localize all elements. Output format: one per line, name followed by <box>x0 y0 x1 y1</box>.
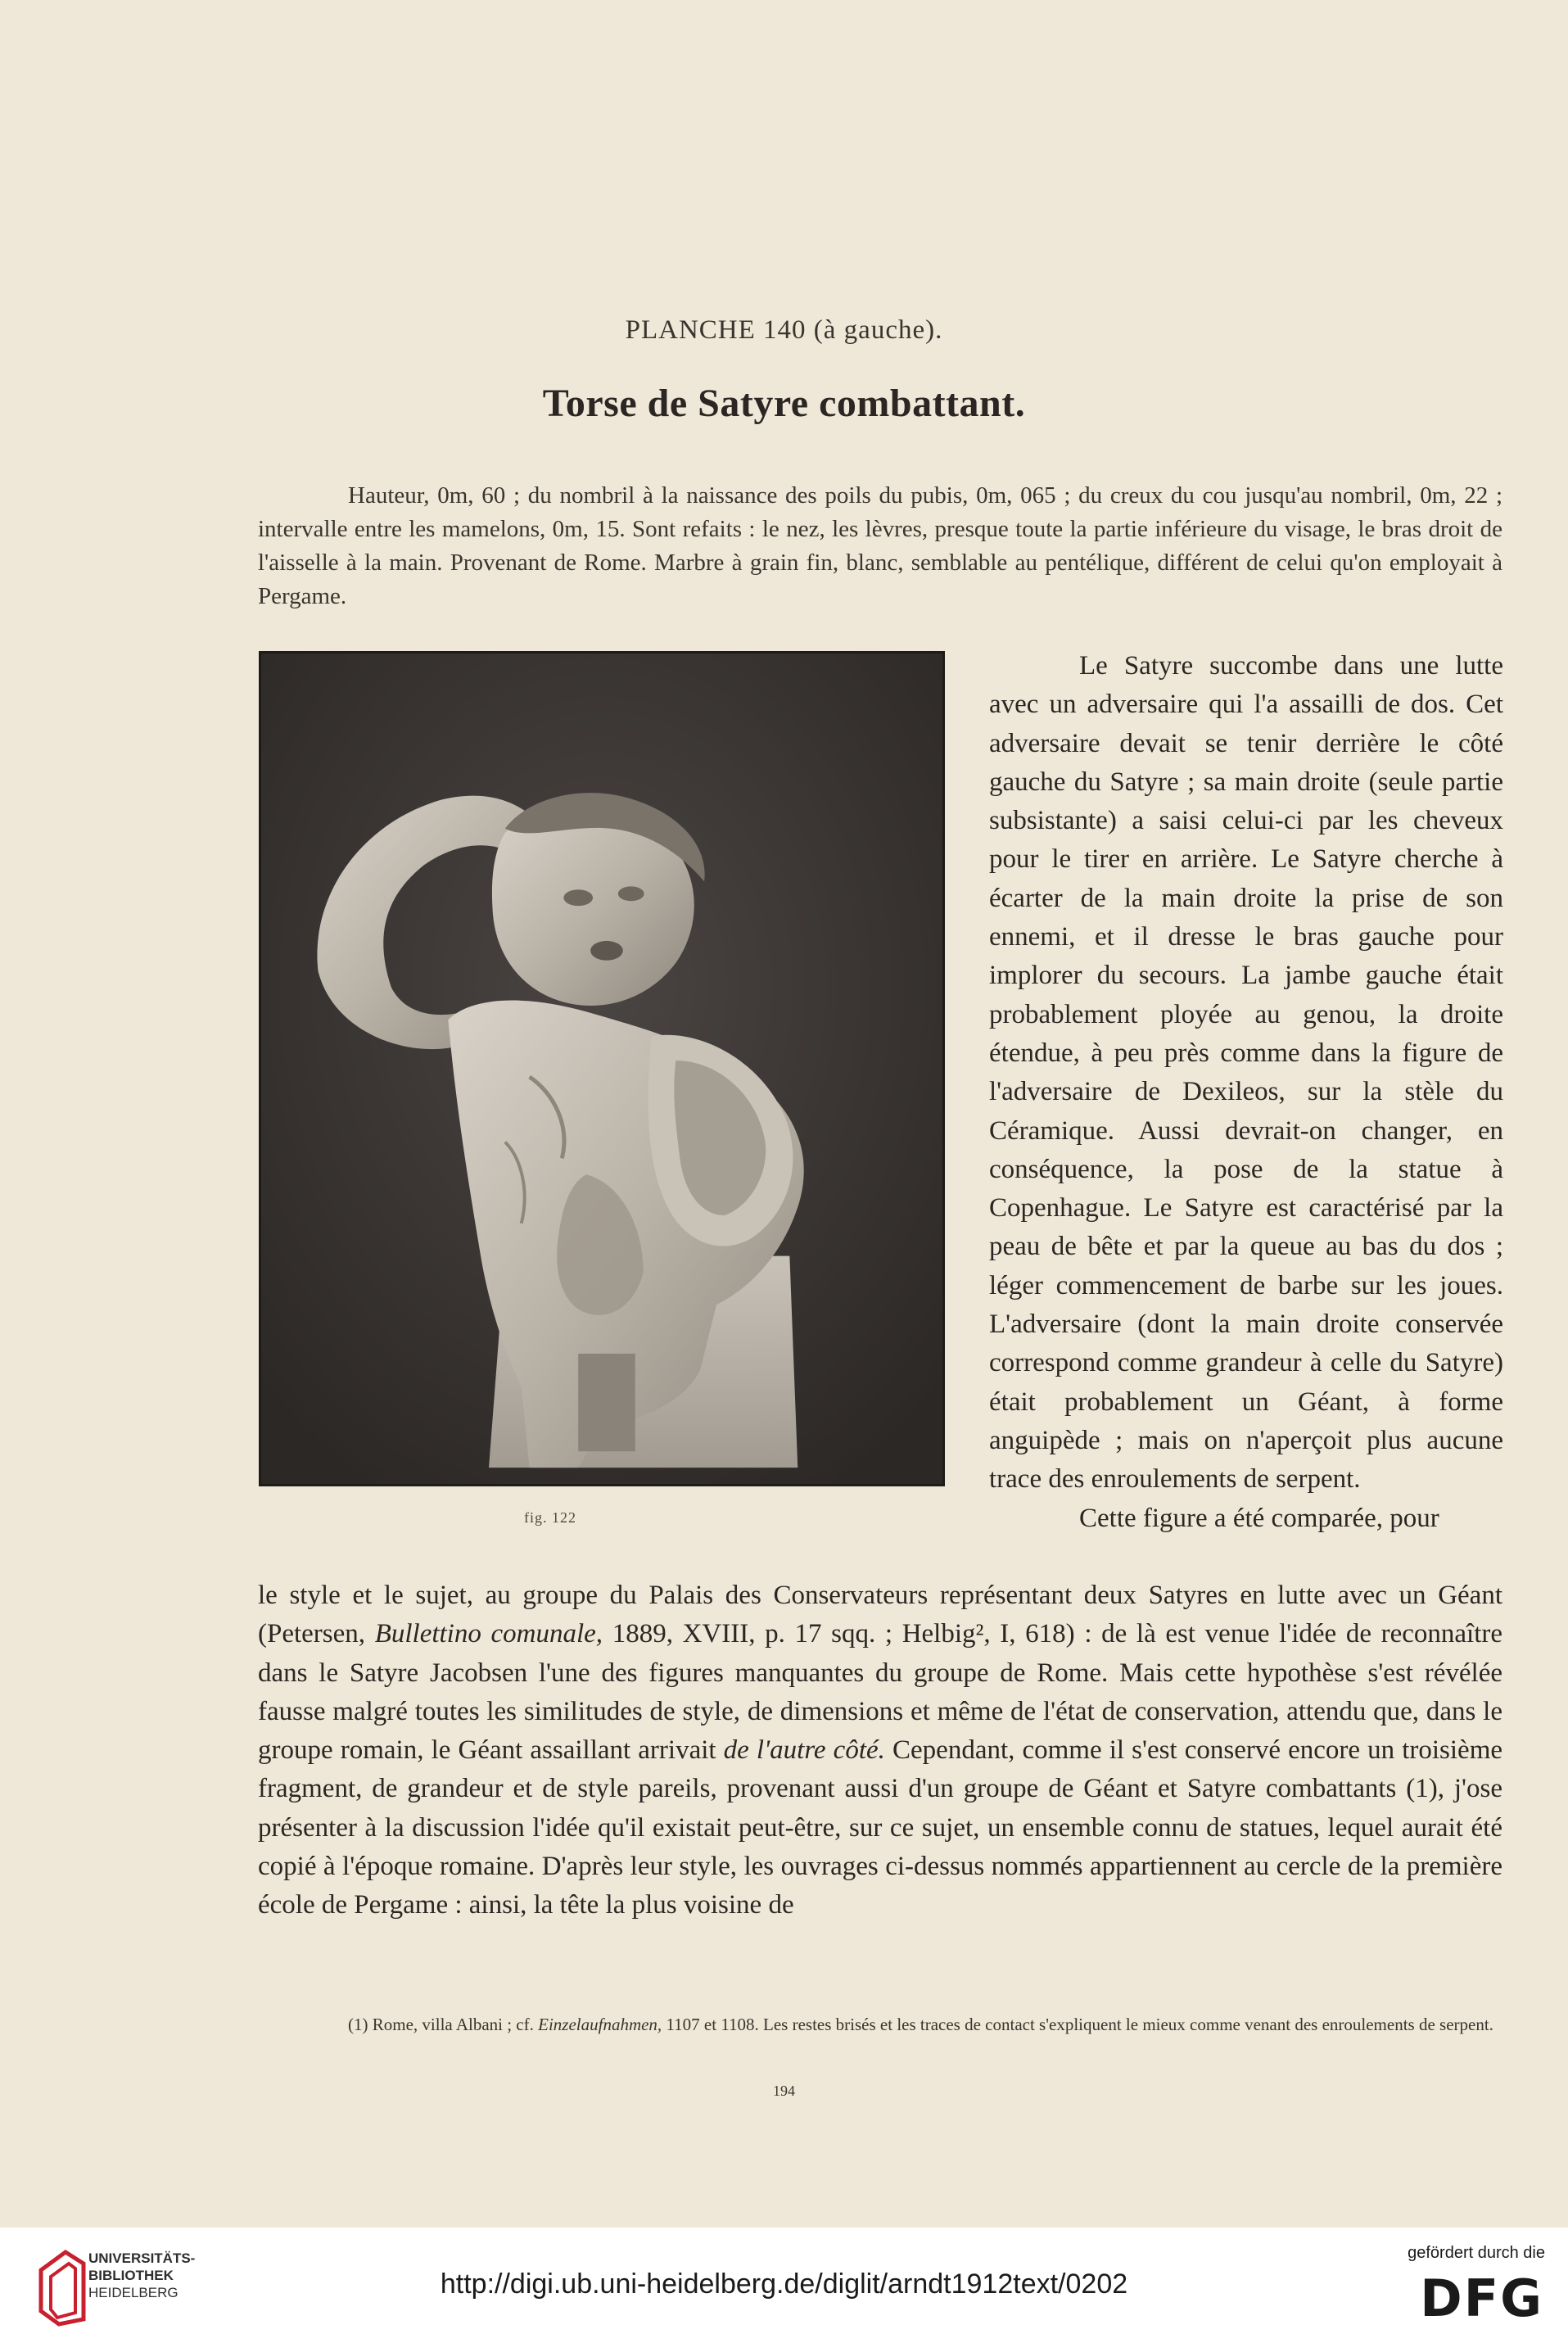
body-paragraph: Le Satyre succombe dans une lutte avec un adversaire qui l'a assailli de dos. Cet adversaire devait se tenir derrière le côté gauche du Satyre ; sa main droite (seule partie subsistante) a saisi celui-ci par les cheveux pour le tirer en arrière. Le Satyre cherche à écarter de la main droite la prise de son ennemi, et il dresse le bras gauche pour implorer du secours. La jambe gauche était probablement ployée au genou, la droite étendue, à peu près comme dans la figure de l'adversaire de Dexileos, sur la stèle du Céramique. Aussi devrait-on changer, en conséquence, la pose de la statue à Copenhague. Le Satyre est caractérisé par la peau de bête et par la queue au bas du dos ; léger commencement de barbe sur les joues. L'adversaire (dont la main droite conservée correspond comme grandeur à celle du Satyre) était probablement un Géant, à forme anguipède ; mais on n'aperçoit plus aucune trace des enroulements de serpent. <box>989 651 1503 1495</box>
journal-title: Bullettino comunale, <box>374 1619 603 1649</box>
statue-photograph <box>259 651 945 1486</box>
digitization-footer <box>0 2228 1568 2343</box>
emphasis-phrase: de l'autre côté. <box>723 1735 885 1766</box>
footnote-reference-title: Einzelaufnahmen, <box>538 2015 662 2034</box>
body-text-full-width <box>258 1576 1502 1925</box>
satyr-torso-image <box>261 654 942 1484</box>
dimensions-paragraph: Hauteur, 0m, 60 ; du nombril à la naissance des poils du pubis, 0m, 065 ; du creux du cou jusqu'au nombril, 0m, 22 ; intervalle entre les mamelons, 0m, 15. Sont refaits : le nez, les lèvres, presque toute la partie inférieure du visage, le bras droit de l'aisselle à la main. Provenant de Rome. Marbre à grain fin, blanc, semblable au pentélique, différent de celui qu'on employait à Pergame. <box>258 482 1502 609</box>
page-number: 194 <box>773 2083 795 2099</box>
page-title: Torse de Satyre combattant. <box>542 382 1026 425</box>
plate-reference: PLANCHE 140 (à gauche). <box>625 315 943 345</box>
dfg-logo: DFG <box>1420 2268 1543 2328</box>
comparison-lead: Cette figure a été comparée, pour <box>1079 1503 1439 1533</box>
sponsor-caption: gefördert durch die <box>1408 2244 1545 2262</box>
body-text-column <box>989 647 1503 1538</box>
library-name: UNIVERSITÄTS- BIBLIOTHEK HEIDELBERG <box>88 2250 196 2300</box>
source-url-link[interactable]: http://digi.ub.uni-heidelberg.de/diglit/arndt1912text/0202 <box>440 2268 1128 2300</box>
body-paragraph-continued: le style et le sujet, au groupe du Palais des Conservateurs représentant deux Satyres en lutte avec un Géant (Petersen, Bullettino comunale, 1889, XVIII, p. 17 sqq. ; Helbig², I, 618) : de là est venue l'idée de reconnaître dans le Satyre Jacobsen l'une des figures manquantes du groupe de Rome. Mais cette hypothèse s'est révélée fausse malgré toutes les similitudes de style, de dimensions et même de l'état de conservation, attendu que, dans le groupe romain, le Géant assaillant arrivait de l'autre côté. Cependant, comme il s'est conservé encore un troisième fragment, de grandeur et de style pareils, provenant aussi d'un groupe de Géant et Satyre combattants (1), j'ose présenter à la discussion l'idée qu'il existait peut-être, sur ce sujet, un ensemble connu de statues, lequel aurait été copié à l'époque romaine. D'après leur style, les ouvrages ci-dessus nommés appartiennent au cercle de la première école de Pergame : ainsi, la tête la plus voisine de <box>258 1581 1503 1920</box>
footnote: (1) Rome, villa Albani ; cf. Einzelaufnahmen, 1107 et 1108. Les restes brisés et les traces de contact s'expliquent le mieux comme venant des enroulements de serpent. <box>348 2015 1493 2034</box>
figure-caption: fig. 122 <box>524 1509 576 1526</box>
